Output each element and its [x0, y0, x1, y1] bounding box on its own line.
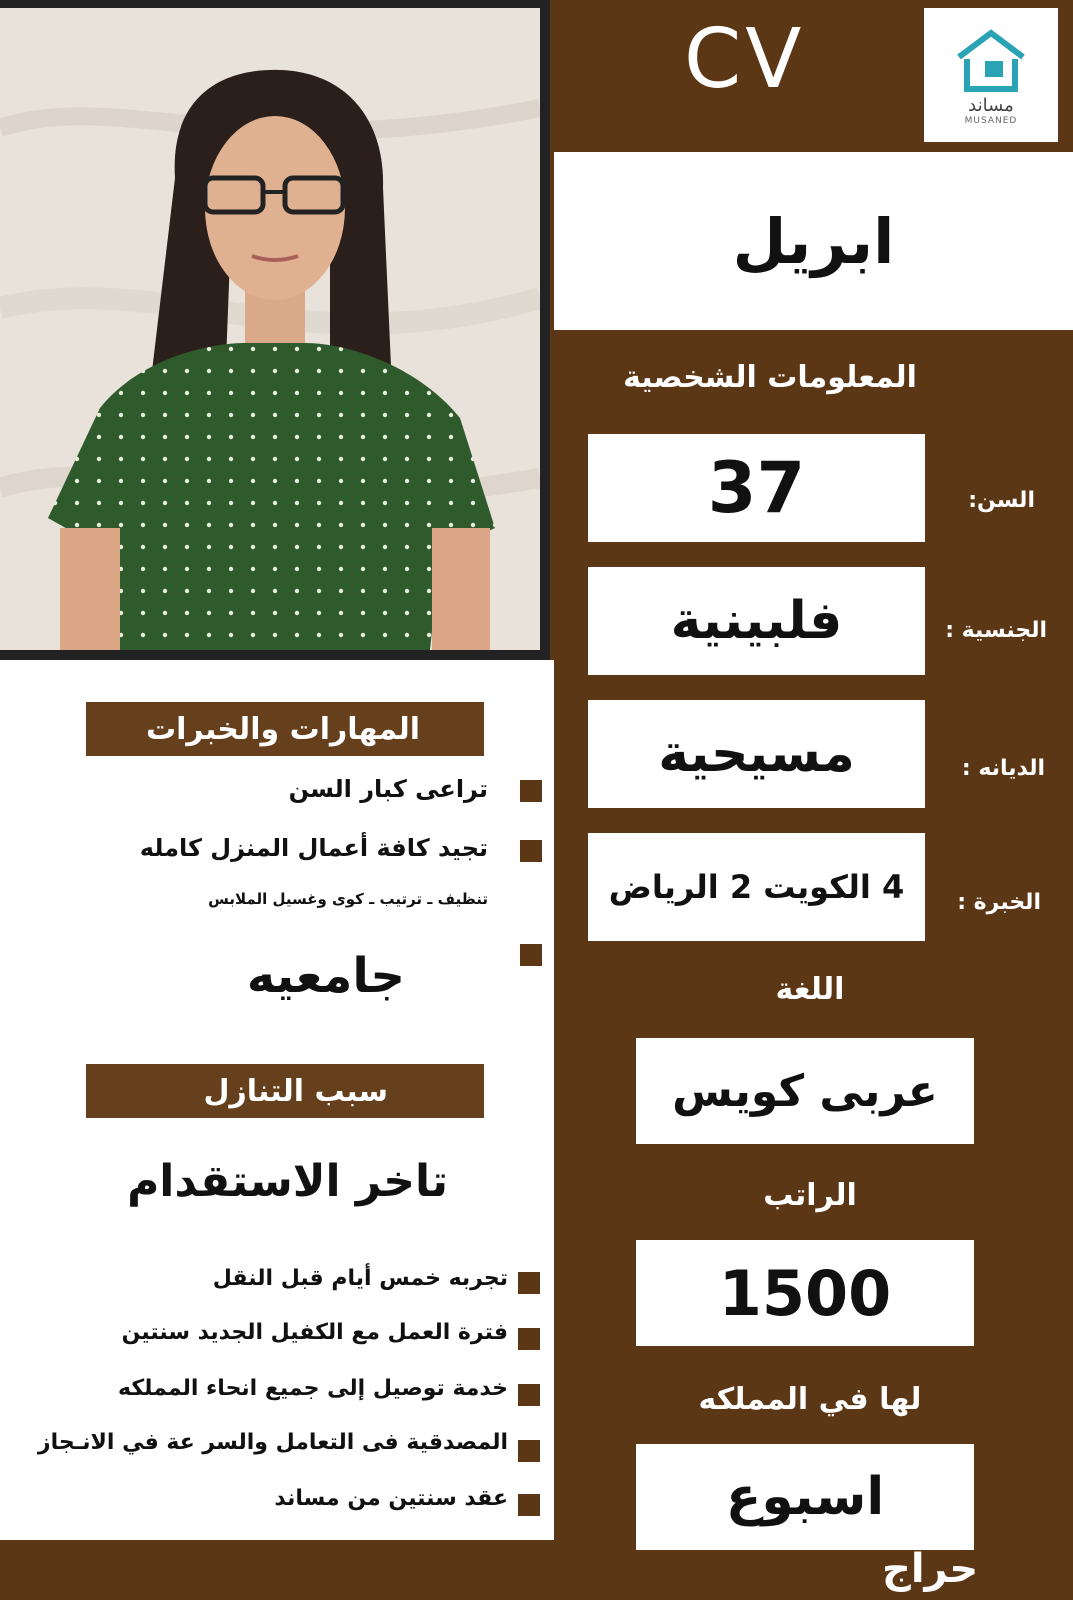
musaned-logo [924, 8, 1058, 142]
skill-bullet-1 [520, 780, 542, 802]
feature-item-1: تجربه خمس أيام قبل النقل [212, 1266, 508, 1291]
skill-item-2-detail: تنظيف ـ ترتيب ـ كوى وغسيل الملابس [208, 890, 488, 908]
salary-heading: الراتب [763, 1178, 857, 1213]
skill-bullet-2 [520, 840, 542, 862]
skills-heading: المهارات والخبرات [86, 702, 484, 756]
haraj-watermark: حراج [882, 1546, 979, 1592]
feature-item-4: المصدقية فى التعامل والسر عة في الانـجاز [37, 1430, 508, 1455]
logo-text: مساند [968, 94, 1014, 116]
feature-bullet-2 [518, 1328, 540, 1350]
feature-item-3: خدمة توصيل إلى جميع انحاء المملكه [117, 1376, 508, 1401]
worker-name: ابريل [554, 152, 1073, 330]
logo-subtext: MUSANED [964, 115, 1018, 126]
feature-item-5: عقد سنتين من مساند [274, 1486, 508, 1511]
age-label: السن: [968, 488, 1035, 513]
waiver-heading: سبب التنازل [86, 1064, 484, 1118]
religion-label: الديانه : [961, 756, 1045, 781]
experience-value: 4 الكويت 2 الرياض [588, 833, 925, 941]
feature-bullet-3 [518, 1384, 540, 1406]
skill-item-2: تجيد كافة أعمال المنزل كامله [139, 834, 488, 862]
feature-bullet-5 [518, 1494, 540, 1516]
nationality-label: الجنسية : [945, 618, 1047, 643]
in-kingdom-heading: لها في المملكه [698, 1382, 922, 1417]
in-kingdom-value: اسبوع [636, 1444, 974, 1550]
age-value: 37 [588, 434, 925, 542]
language-value: عربى كويس [636, 1038, 974, 1144]
nationality-value: فلبينية [588, 567, 925, 675]
cv-title: CV [684, 12, 806, 107]
waiver-reason: تاخر الاستقدام [127, 1156, 448, 1207]
feature-bullet-1 [518, 1272, 540, 1294]
worker-photo [0, 8, 540, 650]
feature-item-2: فترة العمل مع الكفيل الجديد سنتين [121, 1320, 508, 1345]
language-heading: اللغة [775, 972, 845, 1007]
house-logo-icon [951, 25, 1031, 95]
salary-value: 1500 [636, 1240, 974, 1346]
experience-label: الخبرة : [957, 890, 1041, 915]
education-level: جامعيه [246, 948, 405, 1004]
skill-item-1: تراعى كبار السن [288, 775, 488, 803]
skill-bullet-3 [520, 944, 542, 966]
feature-bullet-4 [518, 1440, 540, 1462]
religion-value: مسيحية [588, 700, 925, 808]
personal-info-heading: المعلومات الشخصية [623, 360, 917, 395]
